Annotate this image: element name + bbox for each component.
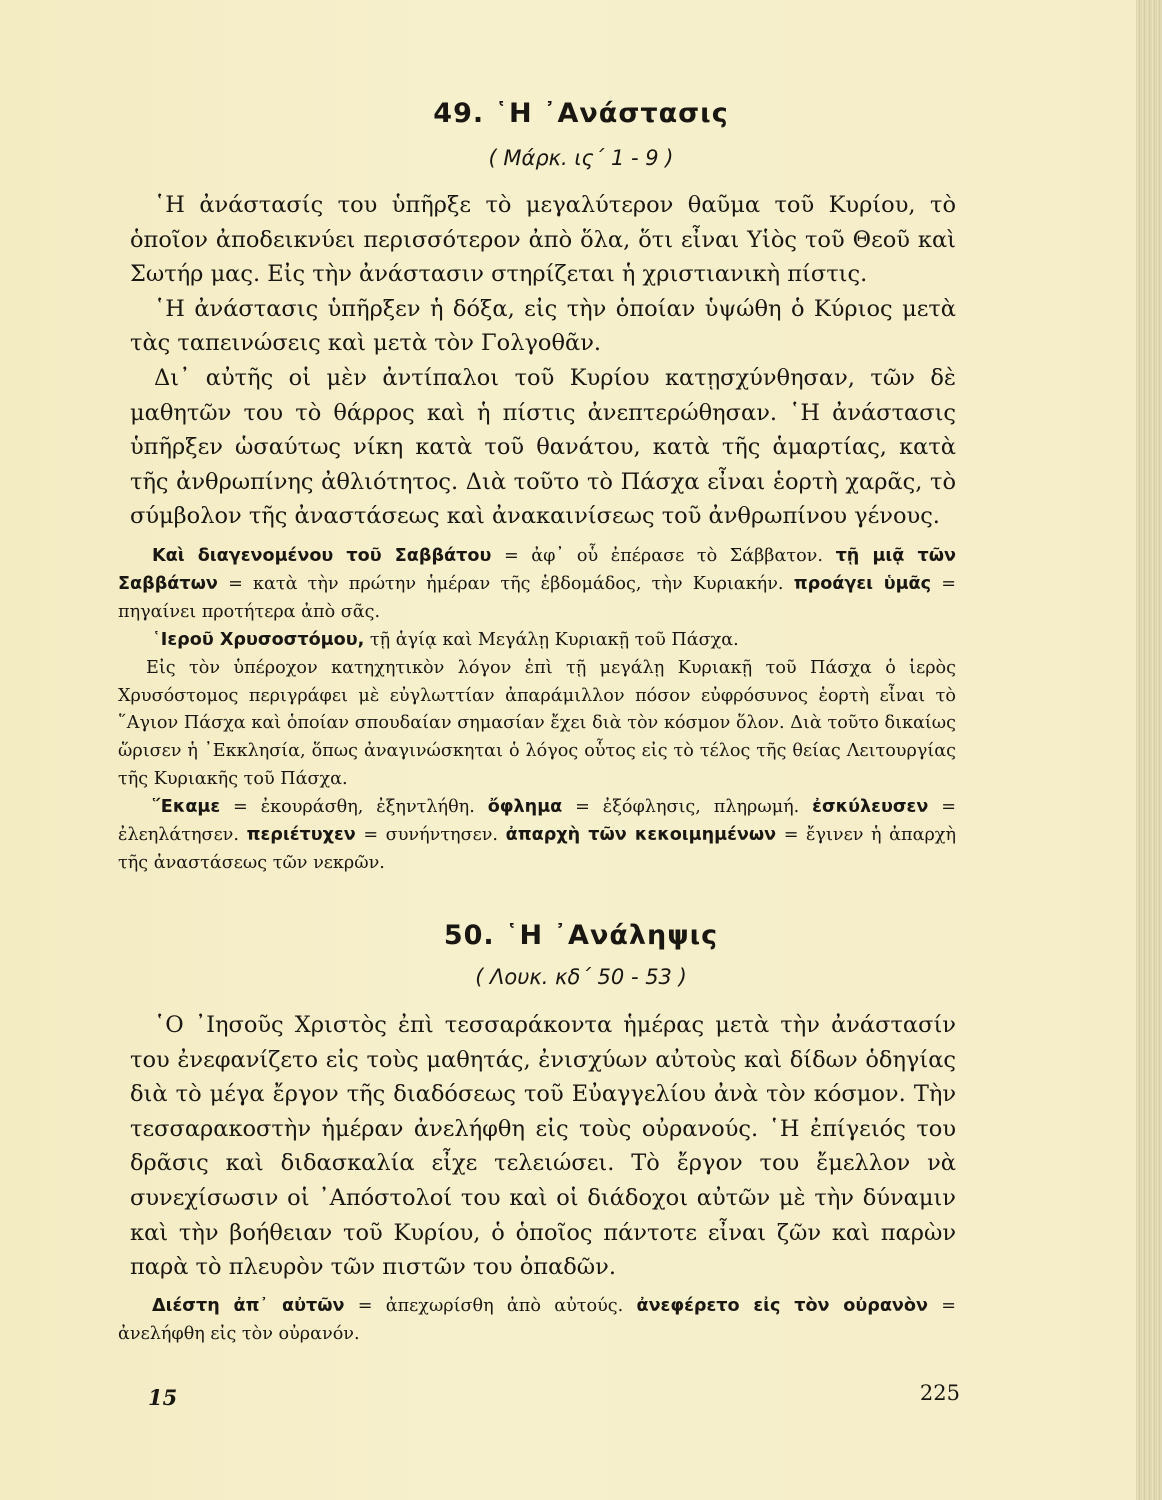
glossary-definition: = ἔγινεν ἡ ἀπαρχὴ τῆς ἀναστάσεως τῶν νεκρῶν. (118, 825, 956, 873)
section-49-body (130, 188, 956, 534)
glossary-definition: = κατὰ τὴν πρώτην ἡμέραν τῆς ἑβδομάδος, τὴν Κυριακήν. (217, 573, 794, 594)
section-50-title: 50. ῾Η ᾿Ανάληψις (443, 920, 719, 951)
page-edge (1136, 0, 1162, 1500)
glossary-definition: = ἀπεχωρίσθη ἀπὸ αὐτούς. (344, 1296, 637, 1316)
glossary-definition: = πηγαίνει προτήτερα ἀπὸ σᾶς. (118, 573, 956, 622)
glossary-term: ἀνεφέρετο εἰς τὸν οὐρανὸν (636, 1296, 928, 1316)
glossary-term: Καὶ διαγενομένου τοῦ Σαββάτου (152, 546, 492, 566)
chrysostom-text: Εἰς τὸν ὑπέροχον κατηχητικὸν λόγον ἐπὶ τῇ μεγάλῃ Κυριακῇ τοῦ Πάσχα ὁ ἱερὸς Χρυσόστομος περιγράφει μὲ εὐγλωττίαν ἀπαράμιλλον πόσον εὐφρόσυνος ἑορτὴ εἶναι τὸ ῞Αγιον Πάσχα καὶ ὁποίαν σπουδαίαν σημασίαν ἔχει διὰ τὸν κόσμον ὅλον. Διὰ τοῦτο δικαίως ὥρισεν ἡ ᾿Εκκλησία, ὅπως ἀναγινώσκηται ὁ λόγος οὗτος εἰς τὸ τέλος τῆς θείας Λειτουργίας τῆς Κυριακῆς τοῦ Πάσχα. (118, 657, 956, 790)
signature-mark: 15 (148, 1385, 178, 1410)
glossary-entry (118, 1293, 956, 1349)
section-49-notes (118, 543, 956, 878)
section-49-reference: ( Μάρκ. ις΄ 1 - 9 ) (488, 146, 674, 170)
section-50-reference: ( Λουκ. κδ΄ 50 - 53 ) (475, 965, 687, 989)
glossary-term: ὄφλημα (487, 797, 563, 818)
glossary-term: ἐσκύλευσεν (812, 797, 929, 818)
glossary-definition: τῇ ἁγίᾳ καὶ Μεγάλῃ Κυριακῇ τοῦ Πάσχα. (364, 629, 739, 650)
section-50-body (130, 1008, 956, 1285)
section-49-paragraph: Δι᾿ αὐτῆς οἱ μὲν ἀντίπαλοι τοῦ Κυρίου κατῃσχύνθησαν, τῶν δὲ μαθητῶν του τὸ θάρρος καὶ ἡ πίστις ἀνεπτερώθησαν. ῾Η ἀνάστασις ὑπῆρξεν ὡσαύτως νίκη κατὰ τοῦ θανάτου, κατὰ τῆς ἁμαρτίας, κατὰ τῆς ἀνθρωπίνης ἀθλιότητος. Διὰ τοῦτο τὸ Πάσχα εἶναι ἑορτὴ χαρᾶς, τὸ σύμβολον τῆς ἀναστάσεως καὶ ἀνακαινίσεως τοῦ ἀνθρωπίνου γένους. (130, 364, 956, 530)
glossary-term: περιέτυχεν (246, 825, 356, 846)
glossary-definition: = συνήντησεν. (355, 825, 506, 846)
glossary-entry (118, 794, 956, 878)
chrysostom-heading (118, 627, 956, 655)
section-50-notes (118, 1293, 956, 1349)
glossary-term: προάγει ὑμᾶς (793, 573, 932, 594)
glossary-term: ῾Ιεροῦ Χρυσοστόμου, (152, 629, 365, 650)
glossary-entry (118, 543, 956, 627)
section-50-paragraph: ῾Ο ᾿Ιησοῦς Χριστὸς ἐπὶ τεσσαράκοντα ἡμέρας μετὰ τὴν ἀνάστασίν του ἐνεφανίζετο εἰς τοὺς μαθητάς, ἐνισχύων αὐτοὺς καὶ δίδων ὁδηγίας διὰ τὸ μέγα ἔργον τῆς διαδόσεως τοῦ Εὐαγγελίου ἀνὰ τὸν κόσμον. Τὴν τεσσαρακοστὴν ἡμέραν ἀνελήφθη εἰς τοὺς οὐρανούς. ῾Η ἐπίγειός του δρᾶσις καὶ διδασκαλία εἶχε τελειώσει. Τὸ ἔργον του ἔμελλον νὰ συνεχίσωσιν οἱ ᾿Απόστολοί του καὶ οἱ διάδοχοι αὐτῶν μὲ τὴν δύναμιν καὶ τὴν βοήθειαν τοῦ Κυρίου, ὁ ὁποῖος πάντοτε εἶναι ζῶν καὶ παρὼν παρὰ τὸ πλευρὸν τῶν πιστῶν του ὀπαδῶν. (130, 1012, 956, 1281)
section-49-paragraph: ῾Η ἀνάστασίς του ὑπῆρξε τὸ μεγαλύτερον θαῦμα τοῦ Κυρίου, τὸ ὁποῖον ἀποδεικνύει περισσότερον ἀπὸ ὅλα, ὅτι εἶναι Υἱὸς τοῦ Θεοῦ καὶ Σωτήρ μας. Εἰς τὴν ἀνάστασιν στηρίζεται ἡ χριστιανικὴ πίστις. (130, 192, 956, 288)
section-49-paragraph: ῾Η ἀνάστασις ὑπῆρξεν ἡ δόξα, εἰς τὴν ὁποίαν ὑψώθη ὁ Κύριος μετὰ τὰς ταπεινώσεις καὶ μετὰ τὸν Γολγοθᾶν. (130, 295, 956, 357)
glossary-definition: = ἀφ᾿ οὗ ἐπέρασε τὸ Σάββατον. (491, 546, 836, 566)
page-number: 225 (919, 1381, 960, 1405)
section-49-title: 49. ῾Η ᾿Ανάστασις (433, 98, 729, 129)
glossary-term: ῞Εκαμε (152, 797, 221, 818)
glossary-term: τῇ μιᾷ τῶν Σαββάτων (118, 546, 957, 594)
glossary-definition: = ἀνελήφθη εἰς τὸν οὐρανόν. (118, 1296, 956, 1344)
glossary-term: ἀπαρχὴ τῶν κεκοιμημένων (505, 825, 777, 846)
glossary-term: Διέστη ἀπ᾿ αὐτῶν (152, 1296, 345, 1316)
glossary-definition: = ἐξόφλησις, πληρωμή. (562, 797, 813, 818)
glossary-definition: = ἐλεηλάτησεν. (118, 797, 956, 846)
glossary-definition: = ἐκουράσθη, ἐξηντλήθη. (220, 797, 488, 818)
